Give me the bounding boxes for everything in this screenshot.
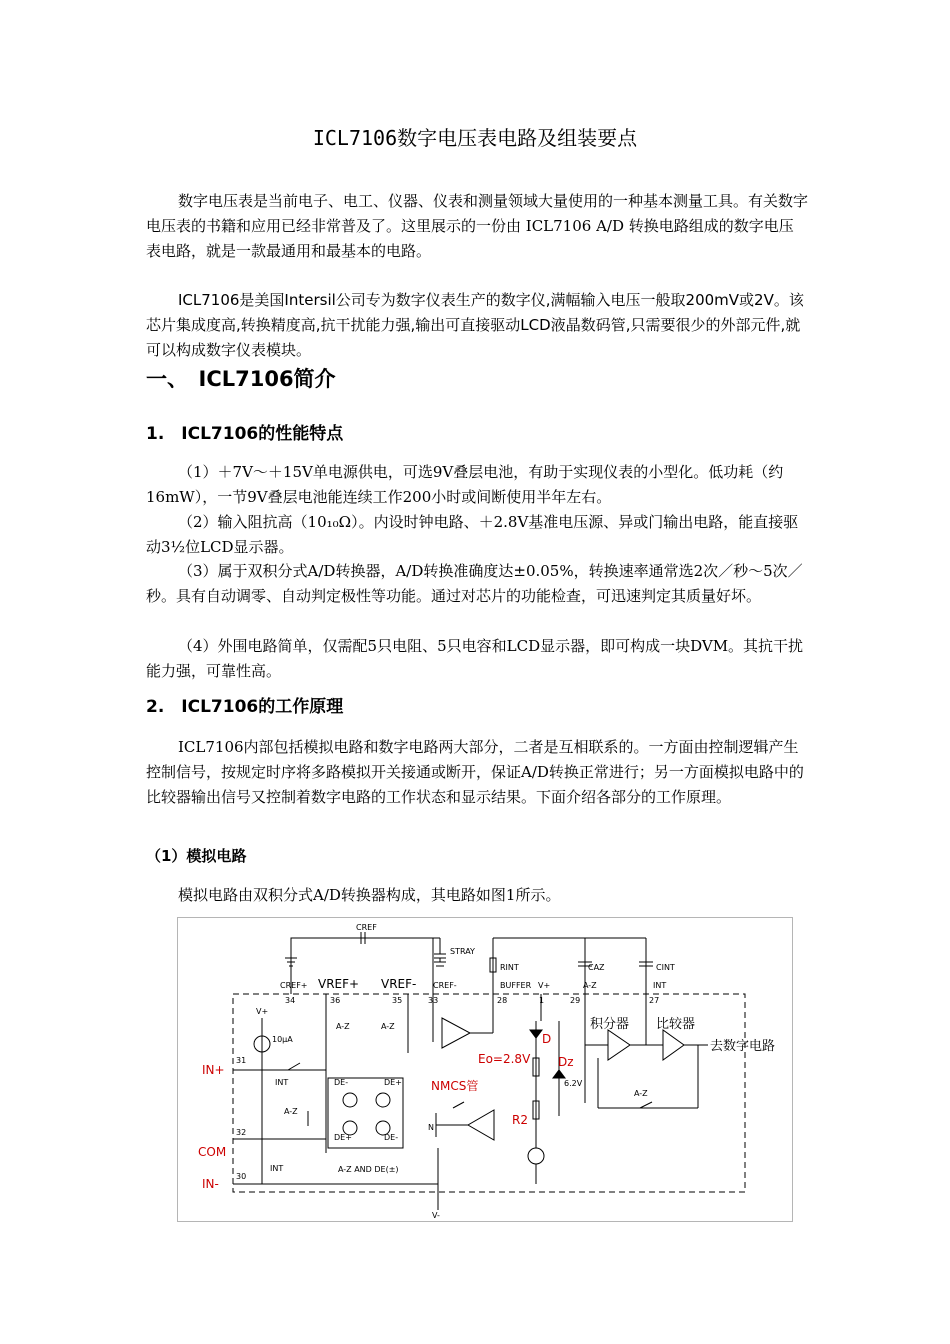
feature-item-1: （1）＋7V～＋15V单电源供电，可选9V叠层电池，有助于实现仪表的小型化。低功耗（约16mW），一节9V叠层电池能连续工作200小时或间断使用半年左右。 xyxy=(146,463,784,506)
label-n: N xyxy=(428,1123,434,1132)
label-cref: CREF xyxy=(356,923,377,932)
label-int-1: INT xyxy=(275,1078,289,1087)
pin-1: 1 xyxy=(539,996,545,1005)
intro-paragraph-2: ICL7106是美国Intersil公司专为数字仪表生产的数字仪,满幅输入电压一般取200mV或2V。该芯片集成度高,转换精度高,抗干扰能力强,输出可直接驱动LCD液晶数码管,只需要很少的外部元件,就可以构成数字仪表模块。 xyxy=(146,291,804,359)
feature-item-4: （4）外围电路简单，仅需配5只电阻、5只电容和LCD显示器，即可构成一块DVM。其抗干扰能力强，可靠性高。 xyxy=(146,637,804,680)
label-az-top: A-Z xyxy=(583,981,597,990)
analog-circuit-paragraph: 模拟电路由双积分式A/D转换器构成，其电路如图1所示。 xyxy=(178,886,561,904)
subsection-heading-principle: 2. ICL7106的工作原理 xyxy=(146,697,344,717)
label-buffer: BUFFER xyxy=(500,981,532,990)
label-current: 10μA xyxy=(272,1035,293,1044)
label-rint: RINT xyxy=(500,963,519,972)
label-de-minus-2: DE- xyxy=(384,1133,399,1142)
label-nmcs: NMCS管 xyxy=(431,1079,479,1093)
label-in-plus: IN+ xyxy=(202,1063,225,1077)
nmos-amp xyxy=(468,1110,494,1140)
circuit-diagram xyxy=(178,918,792,1221)
pin-29: 29 xyxy=(570,996,581,1005)
analog-circuit-heading: （1）模拟电路 xyxy=(146,847,247,865)
label-cint: CINT xyxy=(656,963,675,972)
label-to-digital: 去数字电路 xyxy=(710,1039,776,1054)
label-az-1: A-Z xyxy=(336,1022,350,1031)
principle-paragraph: ICL7106内部包括模拟电路和数字电路两大部分，二者是互相联系的。一方面由控制逻辑产生控制信号，按规定时序将多路模拟开关接通或断开，保证A/D转换正常进行；另一方面模拟电路中的比较器输出信号又控制着数字电路的工作状态和显示结果。下面介绍各部分的工作原理。 xyxy=(146,738,804,806)
label-cref-plus: CREF+ xyxy=(280,981,308,990)
label-stray: STRAY xyxy=(450,947,475,956)
pin-33: 33 xyxy=(428,996,439,1005)
buffer-amp xyxy=(442,1018,470,1048)
label-de-plus-1: DE+ xyxy=(384,1078,402,1087)
pin-30: 30 xyxy=(236,1172,247,1181)
pin-28: 28 xyxy=(497,996,508,1005)
pin-27: 27 xyxy=(649,996,660,1005)
label-az-de: A-Z AND DE(±) xyxy=(338,1165,399,1174)
label-az-cmp: A-Z xyxy=(634,1089,648,1098)
integrator-amp xyxy=(608,1030,630,1060)
feature-item-2: （2）输入阻抗高（10₁₀Ω）。内设时钟电路、＋2.8V基准电压源、异或门输出电路，能直接驱动3½位LCD显示器。 xyxy=(146,513,799,556)
pin-36: 36 xyxy=(330,996,341,1005)
label-int-top: INT xyxy=(653,981,667,990)
feature-item-3: （3）属于双积分式A/D转换器，A/D转换准确度达±0.05%，转换速率通常选2次／秒～5次／秒。具有自动调零、自动判定极性等功能。通过对芯片的功能检查，可迅速判定其质量好坏。 xyxy=(146,562,803,605)
label-az-3: A-Z xyxy=(284,1107,298,1116)
label-dz: Dz xyxy=(558,1055,574,1069)
label-eo: Eo=2.8V xyxy=(478,1052,531,1066)
label-caz: CAZ xyxy=(588,963,605,972)
pin-32: 32 xyxy=(236,1128,247,1137)
pin-31: 31 xyxy=(236,1056,247,1065)
label-vplus: V+ xyxy=(538,981,551,990)
document-title: ICL7106数字电压表电路及组装要点 xyxy=(312,126,638,150)
subsection-heading-features: 1. ICL7106的性能特点 xyxy=(146,424,344,444)
label-vref-minus: VREF- xyxy=(381,977,417,991)
label-6v2: 6.2V xyxy=(564,1079,583,1088)
pin-34: 34 xyxy=(285,996,296,1005)
label-de-plus-2: DE+ xyxy=(334,1133,352,1142)
label-r2: R2 xyxy=(512,1113,528,1127)
label-vminus: V- xyxy=(432,1211,440,1220)
label-az-2: A-Z xyxy=(381,1022,395,1031)
label-int-2: INT xyxy=(270,1164,284,1173)
label-vref-plus: VREF+ xyxy=(318,977,360,991)
label-de-minus-1: DE- xyxy=(334,1078,349,1087)
label-cref-minus: CREF- xyxy=(433,981,457,990)
label-vplus-left: V+ xyxy=(256,1007,269,1016)
label-com: COM xyxy=(198,1145,227,1159)
intro-paragraph-1: 数字电压表是当前电子、电工、仪器、仪表和测量领域大量使用的一种基本测量工具。有关数字电压表的书籍和应用已经非常普及了。这里展示的一份由 ICL7106 A/D 转换电路组成的数字电压表电路，就是一款最通用和最基本的电路。 xyxy=(146,192,809,260)
label-integrator: 积分器 xyxy=(590,1017,630,1032)
label-d: D xyxy=(542,1032,552,1046)
label-comparator: 比较器 xyxy=(656,1017,696,1032)
pin-35: 35 xyxy=(392,996,403,1005)
label-in-minus: IN- xyxy=(202,1177,219,1191)
section-heading-1: 一、 ICL7106简介 xyxy=(146,367,336,391)
circuit-figure xyxy=(177,917,793,1222)
comparator-amp xyxy=(663,1030,684,1060)
